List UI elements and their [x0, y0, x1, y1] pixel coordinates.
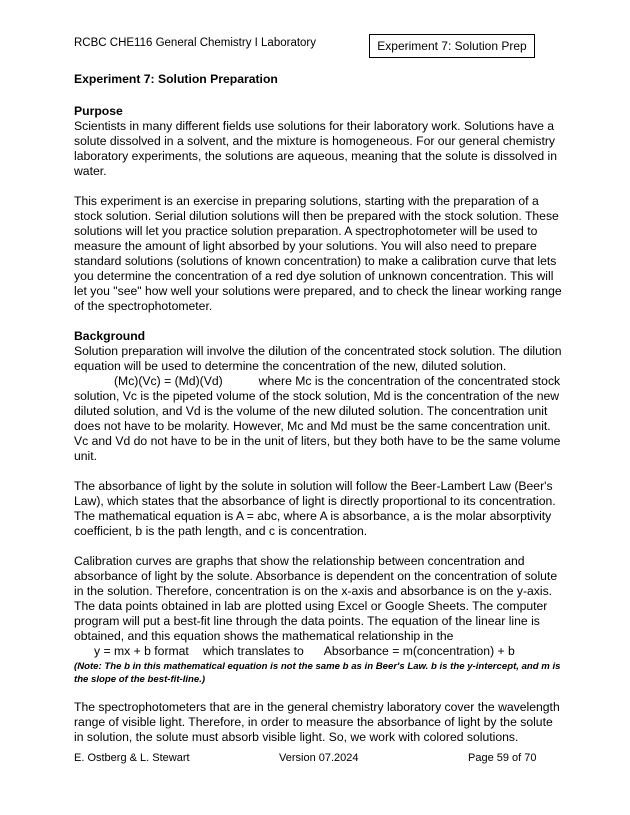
- linear-equation: y = mx + b format: [94, 644, 189, 658]
- page-title: Experiment 7: Solution Preparation: [74, 72, 278, 86]
- purpose-paragraph-1: Scientists in many different fields use solutions for their laboratory work. Solutions have a solute dissolved in a solvent, and the mixture is homogeneous. For our general chemistry laboratory experiments, the solutions are aqueous, meaning that the solute is dissolved in water.: [74, 119, 558, 178]
- dilution-intro: Solution preparation will involve the dilution of the concentrated stock solution. The dilution equation will be used to determine the concentration of the new, diluted solution.: [74, 344, 562, 373]
- background-paragraph-1: [74, 344, 564, 464]
- slope-intercept-note: (Note: The b in this mathematical equation is not the same b as in Beer's Law. b is the y-intercept, and m is the slope of the best-fit-line.): [74, 661, 561, 685]
- footer-authors: E. Ostberg & L. Stewart: [74, 752, 190, 764]
- calibration-text: Calibration curves are graphs that show the relationship between concentration and absorbance of light by the solute. Absorbance is dependent on the concentration of solute in the solution. Therefore, concentration is on the x-axis and absorbance is on the y-axis. The data points obtained in lab are plotted using Excel or Google Sheets. The computer program will put a best-fit line through the data points. The equation of the linear line is obtained, and this equation shows the mathematical relationship in the: [74, 554, 558, 643]
- background-paragraph-3: [74, 554, 564, 659]
- purpose-heading: Purpose: [74, 104, 123, 118]
- footer-page-number: Page 59 of 70: [468, 752, 537, 764]
- header-experiment-box: Experiment 7: Solution Prep: [369, 34, 535, 58]
- page-content: [74, 72, 564, 760]
- dilution-explanation: where Mc is the concentration of the concentrated stock solution, Vc is the pipeted volume of the stock solution, Md is the concentration of the new diluted solution, and Vd is the volume of the new diluted solution. The concentration unit does not have to be molarity. However, Mc and Md must be the same concentration unit. Vc and Vd do not have to be in the unit of liters, but they both have to be the same volume unit.: [74, 374, 561, 463]
- footer-version: Version 07.2024: [279, 752, 359, 764]
- dilution-equation: (Mc)(Vc) = (Md)(Vd): [114, 374, 223, 388]
- background-paragraph-2: The absorbance of light by the solute in solution will follow the Beer-Lambert Law (Beer's Law), which states that the absorbance of light is directly proportional to its concentration. The mathematical equation is A = abc, where A is absorbance, a is the molar absorptivity coefficient, b is the path length, and c is concentration.: [74, 479, 556, 538]
- absorbance-equation: Absorbance = m(concentration) + b: [323, 644, 515, 658]
- background-paragraph-4: The spectrophotometers that are in the general chemistry laboratory cover the wavelength range of visible light. Therefore, in order to measure the absorbance of light by the solute in solution, the solute must absorb visible light. So, we work with colored solutions.: [74, 700, 560, 744]
- translation-text: which translates to: [202, 644, 304, 658]
- header-course: RCBC CHE116 General Chemistry I Laboratory: [74, 37, 317, 49]
- background-heading: Background: [74, 329, 146, 343]
- purpose-paragraph-2: This experiment is an exercise in preparing solutions, starting with the preparation of a stock solution. Serial dilution solutions will then be prepared with the stock solution. These solutions will let you practice solution preparation. A spectrophotometer will be used to measure the amount of light absorbed by your solutions. You will also need to prepare standard solutions (solutions of known concentration) to make a calibration curve that lets you determine the concentration of a red dye solution of unknown concentration. This will let you "see" how well your solutions were prepared, and to check the linear working range of the spectrophotometer.: [74, 194, 562, 313]
